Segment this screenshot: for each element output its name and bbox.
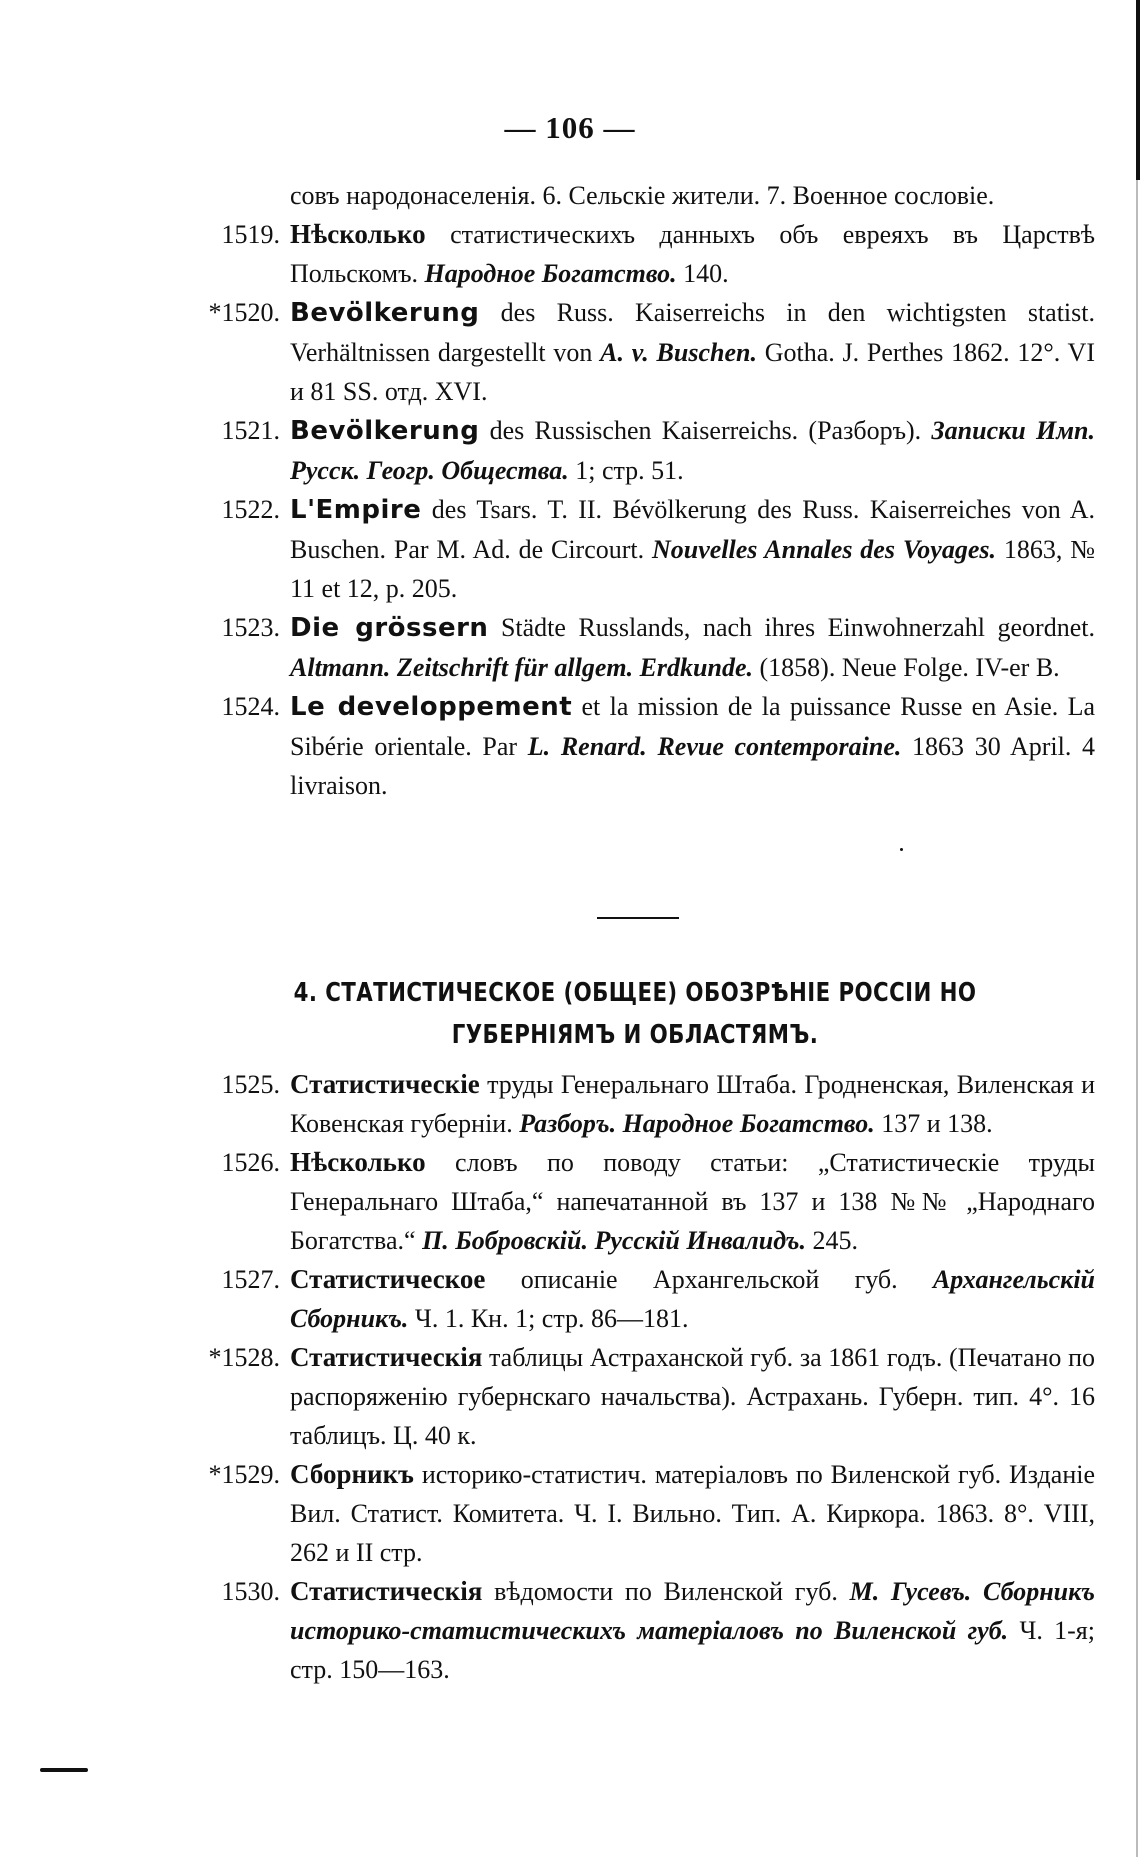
entry-body — [175, 687, 1095, 805]
entry-text: des Russischen Kaiserreichs. (Разборъ). — [479, 416, 932, 445]
entry-text: словъ по поводу статьи: „Статистическіе труды Генеральнаго Штаба,“ напечатанной въ 137 и 138 №№ „Народнаго Богатства.“ — [290, 1148, 1095, 1255]
bibliography-entry — [175, 176, 1095, 215]
entry-tail: 1; стр. 51. — [568, 456, 684, 485]
entry-source: Nouvelles Annales des Voyages. — [651, 535, 996, 564]
page-number: — 106 — — [504, 110, 636, 145]
bibliography-entry — [175, 490, 1095, 608]
entry-source: Altmann. Zeitschrift für allgem. Erdkunde. — [290, 653, 754, 682]
entry-body — [175, 176, 1095, 215]
bibliography-block-1 — [175, 176, 1095, 805]
entry-body — [175, 215, 1095, 293]
entry-number: 1524. — [221, 692, 280, 721]
entry-heading: Статистическіе — [290, 1069, 480, 1099]
entry-body — [175, 1455, 1095, 1572]
entry-heading: Статистическія — [290, 1342, 483, 1372]
page-edge-line — [1136, 0, 1140, 180]
entry-number: 1530. — [221, 1577, 280, 1606]
entry-tail: 1863 30 April. 4 livraison. — [290, 732, 1095, 800]
entry-source: A. v. Buschen. — [600, 338, 757, 367]
section-divider — [597, 917, 679, 919]
entry-tail: 1863, № 11 et 12, p. 205. — [290, 535, 1096, 603]
bibliography-entry — [175, 411, 1095, 490]
entry-heading: Bevölkerung — [290, 416, 480, 446]
entry-tail: 140. — [676, 259, 729, 288]
entry-heading: Нѣсколько — [290, 1147, 426, 1177]
entry-body — [175, 1572, 1095, 1689]
bibliography-entry — [175, 1455, 1095, 1572]
entry-source: М. Гусевъ. Сборникъ историко-статистическихъ матеріаловъ по Виленской губ. — [290, 1577, 1095, 1645]
bibliography-entry — [175, 1065, 1095, 1143]
entry-number: 1522. — [221, 495, 280, 524]
entry-text: таблицы Астраханской губ. за 1861 годъ. (Печатано по распоряженію губернскаго начальства). Астрахань. Губерн. тип. 4°. 16 таблицъ. Ц. 40 к. — [290, 1343, 1095, 1450]
entry-heading: Le developpement — [290, 692, 573, 722]
entry-text: et la mission de la puissance Russe en Asie. La Sibérie orientale. Par — [290, 692, 1096, 761]
entry-source: Разборъ. Народное Богатство. — [519, 1109, 875, 1138]
entry-text: des Russ. Kaiserreichs in den wichtigsten statist. Verhältnissen dargestellt von — [290, 298, 1095, 367]
bibliography-entry — [175, 608, 1095, 687]
page-edge-shadow — [1136, 180, 1138, 1857]
entry-number: 1527. — [221, 1265, 280, 1294]
entry-source: Архангельскій Сборникъ. — [290, 1265, 1095, 1333]
entry-body — [175, 1260, 1095, 1338]
stray-mark — [900, 848, 903, 851]
entry-heading: Нѣсколько — [290, 219, 426, 249]
entry-source: Народное Богатство. — [418, 259, 677, 288]
entry-body — [175, 293, 1095, 411]
entry-text: историко-статистич. матеріаловъ по Виленской губ. Изданіе Вил. Статист. Комитета. Ч. I. Вильно. Тип. А. Киркора. 1863. 8°. VIII, 262 и II стр. — [290, 1460, 1095, 1567]
entry-number: 1526. — [221, 1148, 280, 1177]
section-heading: 4. СТАТИСТИЧЕСКОЕ (ОБЩЕЕ) ОБОЗРѢНІЕ РОССІИ НО ГУБЕРНІЯМЪ И ОБЛАСТЯМЪ. — [293, 978, 977, 1050]
entry-text: труды Генеральнаго Штаба. Гродненская, Виленская и Ковенская губерніи. — [290, 1070, 1095, 1138]
entry-heading: Статистическое — [290, 1264, 486, 1294]
entry-number: 1523. — [221, 613, 280, 642]
entry-body — [175, 1338, 1095, 1455]
entry-body — [175, 1065, 1095, 1143]
entry-heading: Die grössern — [290, 613, 489, 643]
bibliography-entry — [175, 215, 1095, 293]
bibliography-entry — [175, 1572, 1095, 1689]
entry-tail: Ч. 1-я; стр. 150—163. — [290, 1616, 1095, 1684]
entry-number: *1520. — [208, 298, 280, 327]
bibliography-block-2 — [175, 1065, 1095, 1689]
entry-tail: Gotha. J. Perthes 1862. 12°. VI и 81 SS. отд. XVI. — [290, 338, 1095, 406]
entry-source: L. Renard. Revue contemporaine. — [527, 732, 902, 761]
entry-tail: 245. — [805, 1226, 858, 1255]
entry-number: 1525. — [221, 1070, 280, 1099]
entry-text: описаніе Архангельской губ. — [485, 1265, 933, 1294]
entry-text: статистическихъ данныхъ объ евреяхъ въ Царствѣ Польскомъ. — [290, 220, 1095, 288]
entry-tail: 137 и 138. — [874, 1109, 993, 1138]
bibliography-entry — [175, 1143, 1095, 1260]
entry-text: вѣдомости по Виленской губ. — [482, 1577, 850, 1606]
bibliography-entry — [175, 1260, 1095, 1338]
entry-heading: Статистическія — [290, 1576, 483, 1606]
entry-tail: Ч. 1. Кн. 1; стр. 86—181. — [408, 1304, 689, 1333]
entry-heading: L'Empire — [290, 495, 422, 525]
entry-number: *1529. — [208, 1460, 280, 1489]
entry-text: des Tsars. T. II. Bévölkerung des Russ. Kaiserreiches von A. Buschen. Par M. Ad. de Circourt. — [290, 495, 1095, 564]
entry-tail: (1858). Neue Folge. IV-er B. — [753, 653, 1060, 682]
bibliography-entry — [175, 1338, 1095, 1455]
entry-text: Städte Russlands, nach ihres Einwohnerzahl geordnet. — [488, 613, 1095, 642]
entry-number: *1528. — [208, 1343, 280, 1372]
entry-source: П. Бобровскій. Русскій Инвалидъ. — [422, 1226, 806, 1255]
corner-mark — [40, 1768, 88, 1772]
entry-body — [175, 1143, 1095, 1260]
entry-heading: Bevölkerung — [290, 298, 480, 328]
entry-text: совъ народонаселенія. 6. Сельскіе жители. 7. Военное сословіе. — [290, 181, 995, 210]
bibliography-entry — [175, 687, 1095, 805]
entry-body — [175, 411, 1095, 490]
entry-number: 1521. — [221, 416, 280, 445]
entry-heading: Сборникъ — [290, 1459, 414, 1489]
entry-source: Записки Имп. Русск. Геогр. Общества. — [290, 416, 1096, 485]
entry-number: 1519. — [221, 220, 280, 249]
bibliography-entry — [175, 293, 1095, 411]
entry-body — [175, 490, 1095, 608]
entry-body — [175, 608, 1095, 687]
